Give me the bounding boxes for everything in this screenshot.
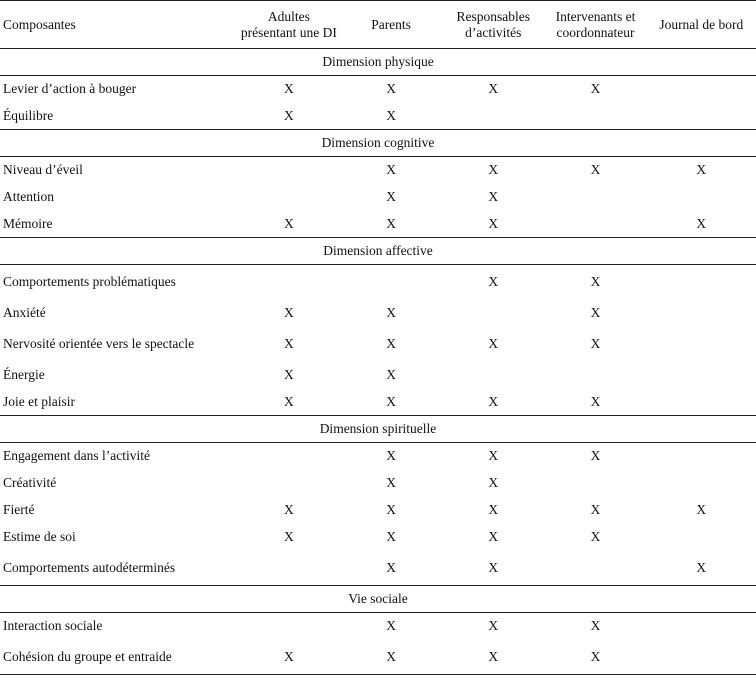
mark-cell xyxy=(238,551,340,586)
component-label: Fierté xyxy=(3,502,35,517)
mark-cell: X xyxy=(386,648,396,664)
mark-cell: X xyxy=(283,336,294,351)
section-row xyxy=(0,130,756,157)
component-label: Anxiété xyxy=(3,305,46,320)
table-row xyxy=(0,497,756,524)
table-row xyxy=(0,103,756,130)
mark-cell: X xyxy=(696,162,707,178)
component-label: Niveau d’éveil xyxy=(3,162,83,178)
table-row xyxy=(0,640,756,675)
mark-cell: X xyxy=(283,529,294,544)
section-title: Vie sociale xyxy=(0,586,756,613)
mark-cell xyxy=(647,184,756,211)
mark-cell xyxy=(647,389,756,416)
mark-cell xyxy=(238,470,340,497)
mark-cell xyxy=(647,613,756,640)
mark-cell xyxy=(442,103,544,130)
header-responsables: Responsables d’activités xyxy=(456,8,531,40)
mark-cell: X xyxy=(590,81,601,97)
mark-cell: X xyxy=(590,529,601,544)
mark-cell xyxy=(544,103,646,130)
mark-cell: X xyxy=(283,305,294,320)
mark-cell: X xyxy=(283,215,294,231)
mark-cell xyxy=(544,362,646,389)
mark-cell xyxy=(238,443,340,470)
mark-cell: X xyxy=(386,81,396,97)
mark-cell: X xyxy=(590,162,601,178)
mark-cell xyxy=(647,76,756,103)
mark-cell xyxy=(647,524,756,551)
table-row xyxy=(0,327,756,362)
mark-cell: X xyxy=(283,648,294,664)
mark-cell: X xyxy=(386,618,396,634)
mark-cell: X xyxy=(283,367,294,382)
mark-cell: X xyxy=(488,529,499,544)
mark-cell xyxy=(647,470,756,497)
mark-cell xyxy=(647,300,756,327)
mark-cell: X xyxy=(488,618,499,634)
component-label: Comportements problématiques xyxy=(3,274,176,290)
mark-cell: X xyxy=(488,162,499,178)
section-title: Dimension spirituelle xyxy=(0,416,756,443)
mark-cell: X xyxy=(590,448,601,464)
mark-cell: X xyxy=(488,81,499,97)
section-row xyxy=(0,416,756,443)
section-row xyxy=(0,49,756,76)
component-label: Équilibre xyxy=(3,107,54,123)
mark-cell: X xyxy=(386,475,396,490)
mark-cell: X xyxy=(386,393,396,409)
mark-cell: X xyxy=(488,336,499,351)
mark-cell xyxy=(238,613,340,640)
section-title: Dimension physique xyxy=(0,49,756,76)
mark-cell: X xyxy=(386,107,396,123)
mark-cell: X xyxy=(590,618,601,634)
table-row xyxy=(0,362,756,389)
component-label: Énergie xyxy=(3,367,45,382)
mark-cell: X xyxy=(488,448,499,464)
header-composantes: Composantes xyxy=(3,16,76,32)
mark-cell: X xyxy=(386,448,396,464)
mark-cell: X xyxy=(488,274,499,290)
table-row xyxy=(0,157,756,184)
mark-cell xyxy=(238,157,340,184)
mark-cell xyxy=(238,184,340,211)
table-body xyxy=(0,49,756,675)
mark-cell: X xyxy=(386,305,396,320)
mark-cell: X xyxy=(386,162,396,178)
mark-cell: X xyxy=(590,336,601,351)
component-label: Engagement dans l’activité xyxy=(3,448,150,464)
mark-cell: X xyxy=(386,559,396,575)
mark-cell xyxy=(544,551,646,586)
mark-cell xyxy=(544,184,646,211)
table-row xyxy=(0,524,756,551)
mark-cell xyxy=(647,327,756,362)
table-row xyxy=(0,613,756,640)
mark-cell: X xyxy=(283,107,294,123)
component-label: Comportements autodéterminés xyxy=(3,559,176,575)
mark-cell: X xyxy=(386,502,396,517)
mark-cell xyxy=(647,443,756,470)
table-row xyxy=(0,300,756,327)
mark-cell: X xyxy=(488,215,499,231)
component-label: Interaction sociale xyxy=(3,618,103,634)
mark-cell: X xyxy=(488,475,499,490)
mark-cell: X xyxy=(590,393,601,409)
mark-cell: X xyxy=(283,393,294,409)
mark-cell xyxy=(238,265,340,300)
mark-cell: X xyxy=(590,502,601,517)
table-row xyxy=(0,265,756,300)
mark-cell xyxy=(647,103,756,130)
table-row xyxy=(0,211,756,238)
table-row xyxy=(0,76,756,103)
mark-cell: X xyxy=(590,648,601,664)
mark-cell: X xyxy=(488,502,499,517)
mark-cell: X xyxy=(696,502,707,517)
mark-cell: X xyxy=(696,559,707,575)
mark-cell: X xyxy=(488,648,499,664)
mark-cell xyxy=(647,362,756,389)
component-label: Nervosité orientée vers le spectacle xyxy=(3,336,195,351)
header-adultes: Adultes présentant une DI xyxy=(240,8,337,40)
header-journal: Journal de bord xyxy=(659,16,744,32)
table-row xyxy=(0,443,756,470)
table-row xyxy=(0,389,756,416)
mark-cell: X xyxy=(488,559,499,575)
mark-cell xyxy=(340,265,442,300)
mark-cell: X xyxy=(386,529,396,544)
table-row xyxy=(0,184,756,211)
component-label: Mémoire xyxy=(3,215,53,231)
mark-cell: X xyxy=(386,215,396,231)
mark-cell: X xyxy=(488,189,499,204)
mark-cell: X xyxy=(590,305,601,320)
mark-cell: X xyxy=(283,502,294,517)
component-label: Joie et plaisir xyxy=(3,393,75,409)
component-label: Attention xyxy=(3,189,54,204)
component-label: Levier d’action à bouger xyxy=(3,81,137,97)
section-title: Dimension cognitive xyxy=(0,130,756,157)
mark-cell: X xyxy=(283,81,294,97)
section-row xyxy=(0,586,756,613)
mark-cell xyxy=(544,470,646,497)
section-title: Dimension affective xyxy=(0,238,756,265)
mark-cell xyxy=(544,211,646,238)
section-row xyxy=(0,238,756,265)
table-row xyxy=(0,470,756,497)
mark-cell xyxy=(442,300,544,327)
header-row xyxy=(0,1,756,49)
mark-cell: X xyxy=(488,393,499,409)
component-label: Estime de soi xyxy=(3,529,76,544)
header-intervenants: Intervenants et coordonnateur xyxy=(555,8,636,40)
mark-cell: X xyxy=(386,367,396,382)
mark-cell xyxy=(647,640,756,675)
component-label: Cohésion du groupe et entraide xyxy=(3,648,172,664)
mark-cell xyxy=(647,265,756,300)
header-parents: Parents xyxy=(371,16,411,32)
table-row xyxy=(0,551,756,586)
mark-cell: X xyxy=(696,215,707,231)
mark-cell: X xyxy=(386,189,396,204)
component-label: Créativité xyxy=(3,475,57,490)
mark-cell xyxy=(442,362,544,389)
mark-cell: X xyxy=(590,274,601,290)
mark-cell: X xyxy=(386,336,396,351)
